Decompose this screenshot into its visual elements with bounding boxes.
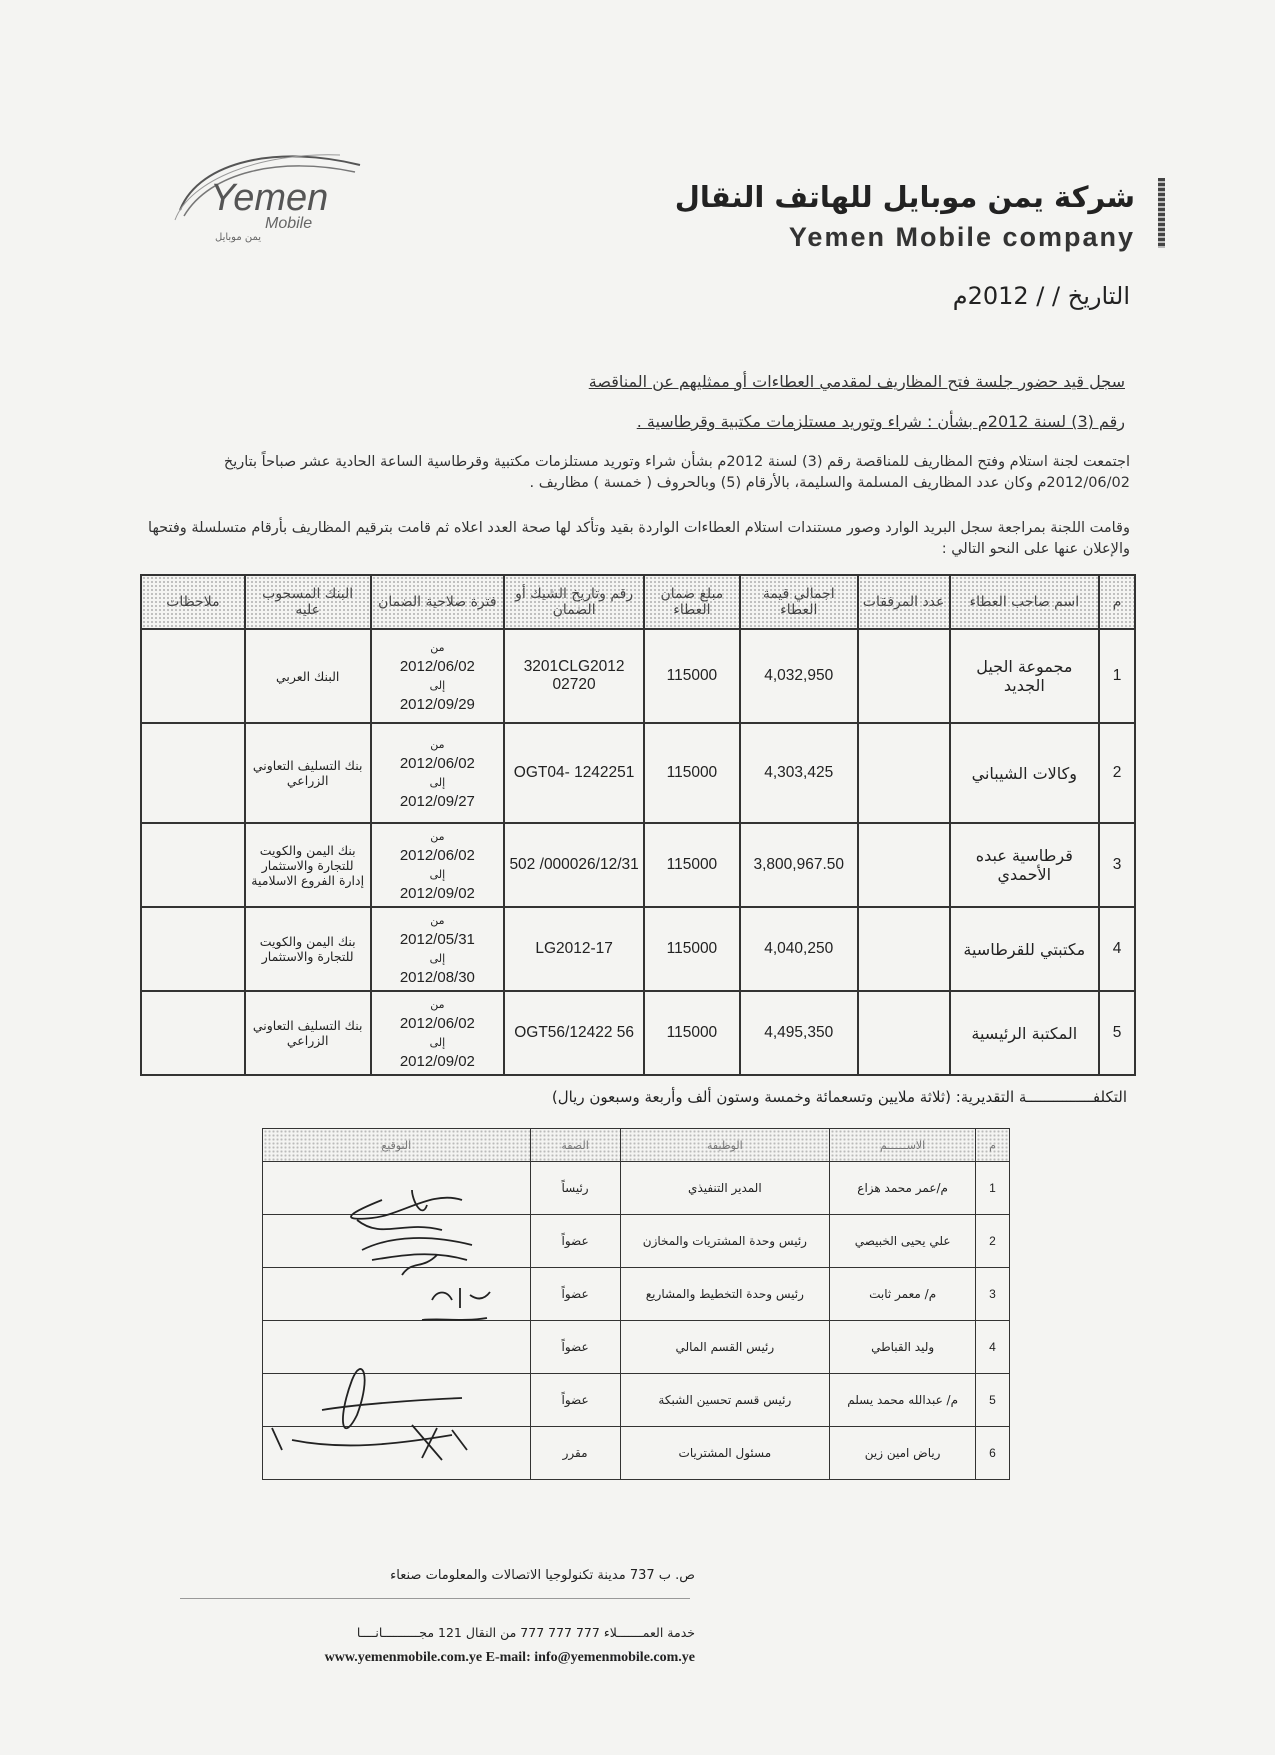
row-no: 4 [1099, 907, 1135, 991]
bid-total: 4,032,950 [740, 629, 858, 723]
bid-total: 4,040,250 [740, 907, 858, 991]
bidder-name: قرطاسية عبده الأحمدي [950, 823, 1100, 907]
validity-period [371, 823, 505, 907]
header-attachments: عدد المرفقات [858, 575, 950, 629]
attachments [858, 629, 950, 723]
bidder-name: وكالات الشيباني [950, 723, 1100, 823]
header-no: م [976, 1129, 1010, 1162]
member-role: مقرر [530, 1427, 620, 1480]
footer-divider [180, 1598, 690, 1599]
member-no: 5 [976, 1374, 1010, 1427]
member-no: 4 [976, 1321, 1010, 1374]
bids-table [140, 574, 1136, 1076]
header-bank: البنك المسحوب عليه [245, 575, 371, 629]
logo-arabic: يمن موبايل [215, 232, 262, 243]
guarantee-amount: 115000 [644, 629, 740, 723]
member-job: مسئول المشتريات [620, 1427, 830, 1480]
attachments [858, 823, 950, 907]
header-name: الاســــــم [830, 1129, 976, 1162]
header-bidder: اسم صاحب العطاء [950, 575, 1100, 629]
guarantee-amount: 115000 [644, 991, 740, 1075]
meeting-paragraph: اجتمعت لجنة استلام وفتح المظاريف للمناقصة رقم (3) لسنة 2012م بشأن شراء وتوريد مستلزمات مكتبية وقرطاسية الساعة الحادية عشر صباحاً بتاريخ 2012/06/02م وكان عدد المظاريف المسلمة والسليمة، بالأرقام (5) وبالحروف ( خمسة ) مظاريف . [223, 454, 1130, 491]
member-name: م/ عبدالله محمد يسلم [830, 1374, 976, 1427]
notes [141, 723, 245, 823]
estimated-cost: التكلفـــــــــــــــة التقديرية: (ثلاثة ملايين وتسعمائة وخمسة وستون ألف وأربعة وسبعون ريال) [551, 1088, 1127, 1106]
row-no: 2 [1099, 723, 1135, 823]
guarantee-amount: 115000 [644, 907, 740, 991]
attachments [858, 991, 950, 1075]
member-role: عضواً [530, 1215, 620, 1268]
postal-address: ص. ب 737 مدينة تكنولوجيا الاتصالات والمعلومات صنعاء [390, 1568, 695, 1583]
bidder-name: مجموعة الجيل الجديد [950, 629, 1100, 723]
member-job: رئيس وحدة التخطيط والمشاريع [620, 1268, 830, 1321]
bank-name: بنك التسليف التعاوني الزراعي [245, 991, 371, 1075]
member-name: وليد القباطي [830, 1321, 976, 1374]
member-name: رياض امين زين [830, 1427, 976, 1480]
cheque-number: 3201CLG2012 02720 [504, 629, 644, 723]
logo-text: Yemen [210, 177, 329, 219]
member-name: علي يحيى الخبيصي [830, 1215, 976, 1268]
validity-to: 2012/09/02 [399, 1053, 475, 1070]
header-signature: التوقيع [263, 1129, 531, 1162]
validity-from: 2012/06/02 [399, 847, 475, 864]
member-no: 1 [976, 1162, 1010, 1215]
cheque-number: OGT04- 1242251 [504, 723, 644, 823]
member-role: رئيساً [530, 1162, 620, 1215]
validity-from: 2012/06/02 [399, 1015, 475, 1032]
document-title-line-2: رقم (3) لسنة 2012م بشأن : شراء وتوريد مستلزمات مكتبية وقرطاسية . [636, 412, 1125, 431]
validity-from-label: من [430, 641, 445, 654]
validity-to-label: إلى [429, 776, 446, 789]
row-no: 1 [1099, 629, 1135, 723]
attachments [858, 907, 950, 991]
bank-name: بنك اليمن والكويت للتجارة والاستثمار إدارة الفروع الاسلامية [245, 823, 371, 907]
company-name-english: Yemen Mobile company [788, 222, 1135, 252]
table-row [141, 907, 1135, 991]
header-validity: فترة صلاحية الضمان [371, 575, 505, 629]
validity-to: 2012/09/29 [399, 696, 475, 713]
cheque-number: 000026/12/31/ 502 [504, 823, 644, 907]
validity-period [371, 723, 505, 823]
bid-total: 3,800,967.50 [740, 823, 858, 907]
validity-to-label: إلى [429, 952, 446, 965]
notes [141, 907, 245, 991]
cheque-number: LG2012-17 [504, 907, 644, 991]
guarantee-amount: 115000 [644, 723, 740, 823]
member-role: عضواً [530, 1374, 620, 1427]
review-paragraph: وقامت اللجنة بمراجعة سجل البريد الوارد وصور مستندات استلام العطاءات الواردة بقيد وتأكد لها صحة العدد اعلاه ثم قامت بترقيم المظاريف بأرقام متسلسلة وفتحها والإعلان عنها على النحو التالي : [148, 520, 1130, 557]
yemen-mobile-logo [170, 150, 370, 245]
table-row [141, 723, 1135, 823]
logo-sub: Mobile [265, 215, 313, 232]
validity-to: 2012/09/27 [399, 793, 475, 810]
validity-period [371, 907, 505, 991]
validity-from-label: من [430, 998, 445, 1011]
member-name: م/ معمر ثابت [830, 1268, 976, 1321]
validity-to: 2012/09/02 [399, 885, 475, 902]
header-total: اجمالي قيمة العطاء [740, 575, 858, 629]
bid-total: 4,495,350 [740, 991, 858, 1075]
notes [141, 629, 245, 723]
committee-header-row [263, 1129, 1010, 1162]
header-cheque: رقم وتاريخ الشيك أو الضمان [504, 575, 644, 629]
header-notes: ملاحظات [141, 575, 245, 629]
notes [141, 991, 245, 1075]
validity-from-label: من [430, 914, 445, 927]
bidder-name: المكتبة الرئيسية [950, 991, 1100, 1075]
member-job: رئيس وحدة المشتريات والمخازن [620, 1215, 830, 1268]
validity-from: 2012/06/02 [399, 755, 475, 772]
member-job: رئيس قسم تحسين الشبكة [620, 1374, 830, 1427]
company-name-arabic: شركة يمن موبايل للهاتف النقال [674, 180, 1135, 214]
validity-from: 2012/05/31 [399, 931, 475, 948]
bid-total: 4,303,425 [740, 723, 858, 823]
validity-to-label: إلى [429, 1036, 446, 1049]
member-job: رئيس القسم المالي [620, 1321, 830, 1374]
validity-period [371, 629, 505, 723]
header-side-bar [1158, 178, 1165, 248]
row-no: 5 [1099, 991, 1135, 1075]
document-date: التاريخ / / 2012م [952, 282, 1130, 310]
bidder-name: مكتبتي للقرطاسية [950, 907, 1100, 991]
validity-to: 2012/08/30 [399, 969, 475, 986]
member-role: عضواً [530, 1321, 620, 1374]
cheque-number: OGT56/12422 56 [504, 991, 644, 1075]
validity-from: 2012/06/02 [399, 658, 475, 675]
header-guarantee: مبلغ ضمان العطاء [644, 575, 740, 629]
header-job: الوظيفة [620, 1129, 830, 1162]
table-row [141, 991, 1135, 1075]
bank-name: البنك العربي [245, 629, 371, 723]
header-role: الصفة [530, 1129, 620, 1162]
member-no: 3 [976, 1268, 1010, 1321]
bids-header-row [141, 575, 1135, 629]
validity-to-label: إلى [429, 679, 446, 692]
bank-name: بنك التسليف التعاوني الزراعي [245, 723, 371, 823]
member-no: 2 [976, 1215, 1010, 1268]
handwritten-signatures [262, 1160, 502, 1465]
customer-service-line: خدمة العمـــــــلاء 777 777 777 من النقال 121 مجــــــــــانــــا [356, 1625, 695, 1640]
table-row [141, 629, 1135, 723]
notes [141, 823, 245, 907]
row-no: 3 [1099, 823, 1135, 907]
member-job: المدير التنفيذي [620, 1162, 830, 1215]
attachments [858, 723, 950, 823]
document-title-line-1: سجل قيد حضور جلسة فتح المظاريف لمقدمي العطاءات أو ممثليهم عن المناقصة [588, 372, 1125, 391]
validity-period [371, 991, 505, 1075]
member-no: 6 [976, 1427, 1010, 1480]
validity-to-label: إلى [429, 868, 446, 881]
website-email: www.yemenmobile.com.ye E-mail: info@yemenmobile.com.ye [324, 1650, 695, 1665]
guarantee-amount: 115000 [644, 823, 740, 907]
header-no: م [1099, 575, 1135, 629]
member-role: عضواً [530, 1268, 620, 1321]
table-row [141, 823, 1135, 907]
validity-from-label: من [430, 830, 445, 843]
validity-from-label: من [430, 738, 445, 751]
member-name: م/عمر محمد هزاع [830, 1162, 976, 1215]
bank-name: بنك اليمن والكويت للتجارة والاستثمار [245, 907, 371, 991]
